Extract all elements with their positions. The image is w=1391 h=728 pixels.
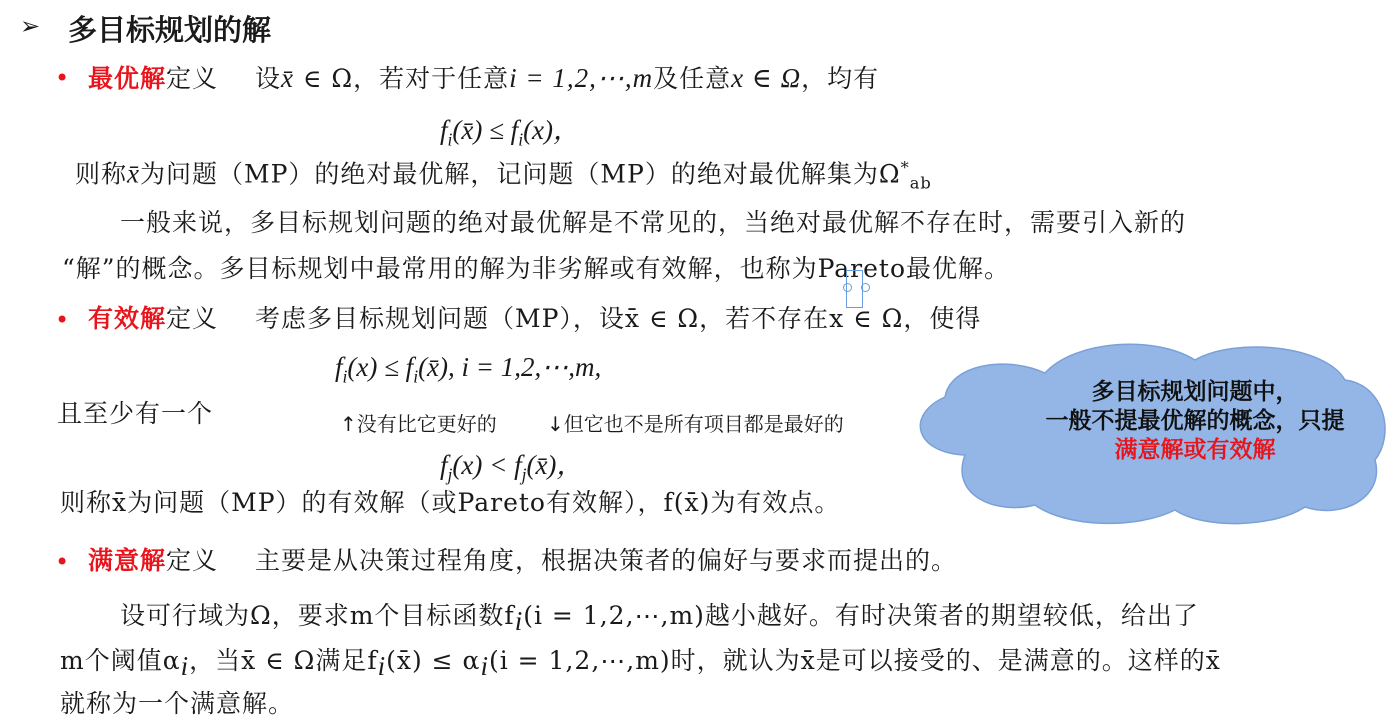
text-segment: 考虑多目标规划问题（MP），设x̄ ∈ Ω，若不存在x ∈ Ω，使得: [254, 304, 982, 333]
heading-marker: ➢: [20, 12, 41, 40]
bullet-satisfactory: •: [55, 548, 70, 576]
satisfactory-paragraph-line-2: m个阈值$\alpha_i$，当x̄ ∈ Ω满足$f_i(x̄) \le \alpha_i(i$ = 1,2,⋯,m)时，就认为x̄是可以接受的、是满意的。这样的x̄: [60, 646, 1221, 681]
efficient-formula-1: $f_i(x)$ ≤ $f_i(x̄)$, i = 1,2,⋯,m,: [335, 352, 602, 387]
satisfactory-term: 满意解: [88, 546, 167, 575]
paragraph-line-2: “解”的概念。多目标规划中最常用的解为非劣解或有效解，也称为Pareto最优解。: [62, 254, 1011, 283]
satisfactory-definition-line: [88, 545, 957, 577]
bullet-efficient: •: [55, 306, 70, 334]
bullet-optimal: •: [55, 64, 70, 92]
efficient-formula-2: $f_j(x)$ < $f_j(x̄)$，: [440, 450, 584, 485]
note-down: ↓但它也不是所有项目都是最好的: [547, 412, 844, 436]
page-title: 多目标规划的解: [68, 13, 272, 47]
efficient-conclusion: 则称x̄为问题（MP）的有效解（或Pareto有效解），f(x̄)为有效点。: [60, 488, 841, 517]
efficient-term: 有效解: [88, 304, 167, 333]
definition-label: 定义: [166, 64, 219, 93]
efficient-definition-line: [88, 303, 981, 335]
optimal-term: 最优解: [88, 64, 167, 93]
note-up: ↑没有比它更好的: [340, 412, 497, 436]
math-x-in-omega: x ∈ Ω: [731, 63, 802, 93]
text-segment: 设: [254, 64, 281, 93]
optimal-definition-line: [88, 62, 879, 95]
text-segment: ，均有: [801, 64, 880, 93]
text-segment: 及任意: [653, 64, 732, 93]
at-least-one: 且至少有一个: [57, 399, 214, 428]
cloud-callout-text: [985, 378, 1391, 465]
math-xbar: x̄: [281, 63, 294, 93]
callout-line-1: 多目标规划问题中，: [1091, 379, 1299, 405]
optimal-formula: $f_i(x̄) \le f_i(x)$，: [440, 115, 581, 150]
optimal-conclusion: 则称x̄为问题（MP）的绝对最优解，记问题（MP）的绝对最优解集为$\Omega^*_{ab}$: [75, 158, 932, 193]
math-range: i = 1,2,⋯,m: [509, 63, 654, 93]
text-segment: ∈ Ω，若对于任意: [293, 64, 510, 93]
definition-label: 定义: [166, 546, 219, 575]
callout-line-3: 满意解或有效解: [1114, 437, 1276, 463]
callout-line-2: 一般不提最优解的概念，只提: [1045, 408, 1345, 434]
text-segment: 主要是从决策过程角度，根据决策者的偏好与要求而提出的。: [254, 546, 957, 575]
paragraph-line-1: 一般来说，多目标规划问题的绝对最优解是不常见的，当绝对最优解不存在时，需要引入新的: [120, 208, 1187, 237]
satisfactory-paragraph-line-1: 设可行域为Ω，要求m个目标函数$f_i(i$ = 1,2,⋯,m)越小越好。有时决策者的期望较低，给出了: [120, 601, 1199, 636]
definition-label: 定义: [166, 304, 219, 333]
satisfactory-paragraph-line-3: 就称为一个满意解。: [60, 689, 295, 718]
